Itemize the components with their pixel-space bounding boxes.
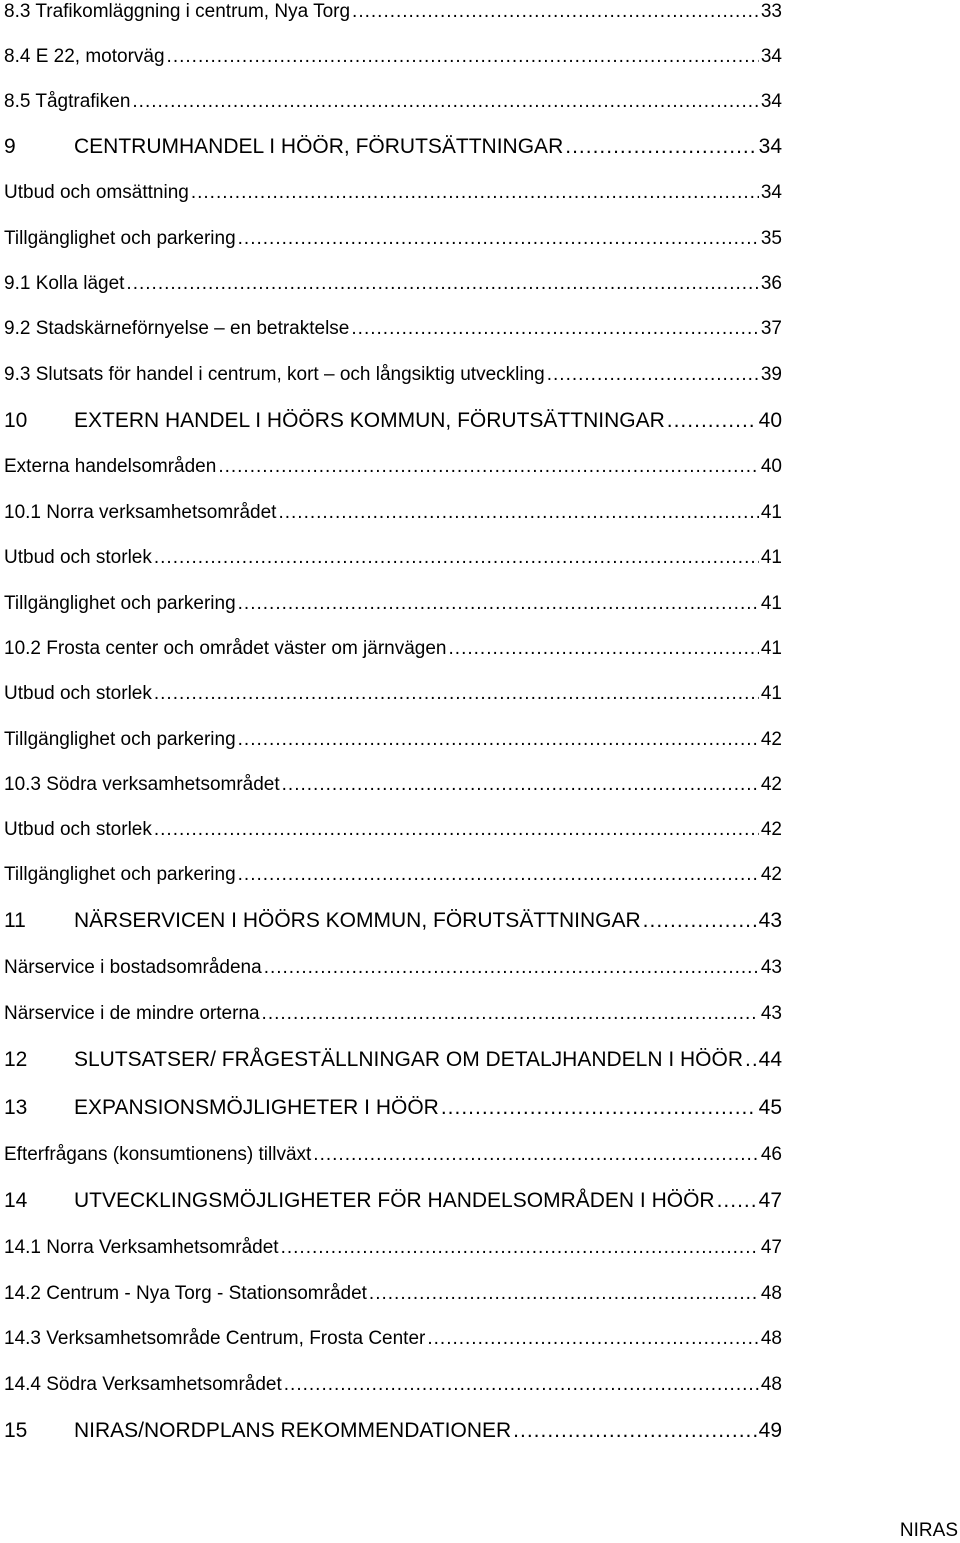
toc-entry[interactable] <box>4 953 782 983</box>
toc-leader-dots <box>745 1045 757 1075</box>
toc-entry[interactable] <box>4 314 782 344</box>
toc-leader-dots <box>238 224 759 254</box>
toc-entry-page-number: 48 <box>760 1328 782 1349</box>
toc-leader-dots <box>643 906 757 936</box>
toc-entry[interactable] <box>4 87 782 117</box>
toc-entry-page-number: 40 <box>758 409 782 432</box>
toc-entry-title: Närservice i bostadsområdena <box>4 957 262 978</box>
toc-entry-title: Tillgänglighet och parkering <box>4 729 236 750</box>
toc-leader-dots <box>238 589 759 619</box>
toc-leader-dots <box>238 860 759 890</box>
toc-entry-page-number: 49 <box>758 1419 782 1442</box>
toc-entry[interactable] <box>4 360 782 390</box>
toc-entry-page-number: 41 <box>760 547 782 568</box>
toc-entry-title: NÄRSERVICEN I HÖÖRS KOMMUN, FÖRUTSÄTTNINGAR <box>74 909 641 932</box>
toc-entry-page-number: 46 <box>760 1144 782 1165</box>
toc-entry-page-number: 36 <box>760 273 782 294</box>
toc-entry-page-number: 42 <box>760 774 782 795</box>
toc-entry-page-number: 37 <box>760 318 782 339</box>
toc-leader-dots <box>547 360 759 390</box>
toc-entry-number: 12 <box>4 1048 28 1071</box>
toc-entry-page-number: 41 <box>760 638 782 659</box>
toc-entry-title: Närservice i de mindre orterna <box>4 1003 260 1024</box>
toc-entry-page-number: 34 <box>758 135 782 158</box>
toc-leader-dots <box>126 269 758 299</box>
toc-entry-title: 9.3 Slutsats för handel i centrum, kort – och långsiktig utveckling <box>4 364 545 385</box>
toc-entry-title: CENTRUMHANDEL I HÖÖR, FÖRUTSÄTTNINGAR <box>74 135 564 158</box>
toc-entry-page-number: 41 <box>760 683 782 704</box>
toc-leader-dots <box>281 1233 759 1263</box>
toc-leader-dots <box>278 498 758 528</box>
toc-entry-page-number: 35 <box>760 228 782 249</box>
toc-entry-title: Efterfrågans (konsumtionens) tillväxt <box>4 1144 312 1165</box>
toc-entry-page-number: 47 <box>758 1189 782 1212</box>
toc-entry[interactable] <box>4 1233 782 1263</box>
toc-entry-title: NIRAS/NORDPLANS REKOMMENDATIONER <box>74 1419 512 1442</box>
toc-entry-page-number: 43 <box>758 909 782 932</box>
toc-entry[interactable] <box>4 634 782 664</box>
toc-entry-page-number: 44 <box>758 1048 782 1071</box>
toc-entry-number: 13 <box>4 1096 28 1119</box>
toc-entry-page-number: 43 <box>760 957 782 978</box>
toc-entry[interactable] <box>4 543 782 573</box>
toc-leader-dots <box>167 42 759 72</box>
toc-leader-dots <box>191 178 759 208</box>
toc-entry-title: 14.3 Verksamhetsområde Centrum, Frosta Center <box>4 1328 426 1349</box>
toc-entry-title: 10.3 Södra verksamhetsområdet <box>4 774 280 795</box>
toc-entry-number: 10 <box>4 409 28 432</box>
toc-leader-dots <box>369 1279 759 1309</box>
toc-entry-title: Utbud och omsättning <box>4 182 189 203</box>
toc-entry-title: EXPANSIONSMÖJLIGHETER I HÖÖR <box>74 1096 439 1119</box>
toc-entry[interactable] <box>4 269 782 299</box>
toc-leader-dots <box>282 770 759 800</box>
toc-entry-page-number: 43 <box>760 1003 782 1024</box>
toc-entry-page-number: 34 <box>760 91 782 112</box>
footer-brand: NIRAS <box>899 1520 958 1541</box>
toc-entry-page-number: 42 <box>760 864 782 885</box>
toc-leader-dots <box>313 1140 759 1170</box>
toc-entry-number: 9 <box>4 135 16 158</box>
toc-entry-title: 8.4 E 22, motorväg <box>4 46 165 67</box>
toc-entry-title: 9.2 Stadskärneförnyelse – en betraktelse <box>4 318 350 339</box>
toc-entry-title: Tillgänglighet och parkering <box>4 864 236 885</box>
toc-entry[interactable] <box>4 1279 782 1309</box>
toc-entry[interactable] <box>4 452 782 482</box>
toc-entry-page-number: 48 <box>760 1374 782 1395</box>
toc-entry[interactable] <box>4 725 782 755</box>
toc-entry[interactable] <box>4 42 782 72</box>
toc-entry-page-number: 40 <box>760 456 782 477</box>
toc-entry[interactable] <box>4 1045 782 1075</box>
toc-entry-title: Utbud och storlek <box>4 547 152 568</box>
toc-entry[interactable] <box>4 860 782 890</box>
toc-entry[interactable] <box>4 1140 782 1170</box>
toc-entry-page-number: 48 <box>760 1283 782 1304</box>
toc-entry[interactable] <box>4 589 782 619</box>
toc-entry[interactable] <box>4 224 782 254</box>
toc-entry-page-number: 41 <box>760 502 782 523</box>
toc-entry-page-number: 47 <box>760 1237 782 1258</box>
toc-entry-title: 14.2 Centrum - Nya Torg - Stationsområdet <box>4 1283 367 1304</box>
toc-entry[interactable] <box>4 406 782 436</box>
toc-entry-title: 14.1 Norra Verksamhetsområdet <box>4 1237 279 1258</box>
toc-entry[interactable] <box>4 1324 782 1354</box>
toc-entry[interactable] <box>4 906 782 936</box>
toc-entry[interactable] <box>4 815 782 845</box>
toc-leader-dots <box>154 679 759 709</box>
toc-leader-dots <box>352 0 759 27</box>
toc-entry-title: 9.1 Kolla läget <box>4 273 125 294</box>
toc-entry[interactable] <box>4 999 782 1029</box>
toc-entry-page-number: 45 <box>758 1096 782 1119</box>
toc-entry-page-number: 39 <box>760 364 782 385</box>
toc-leader-dots <box>284 1370 759 1400</box>
toc-leader-dots <box>441 1093 757 1123</box>
toc-leader-dots <box>262 999 759 1029</box>
toc-entry-page-number: 34 <box>760 46 782 67</box>
toc-entry[interactable] <box>4 1416 782 1446</box>
toc-entry-title: 8.5 Tågtrafiken <box>4 91 131 112</box>
toc-leader-dots <box>717 1186 757 1216</box>
toc-entry-page-number: 33 <box>760 1 782 22</box>
toc-leader-dots <box>264 953 759 983</box>
toc-entry-title: 8.3 Trafikomläggning i centrum, Nya Torg <box>4 1 351 22</box>
toc-leader-dots <box>427 1324 759 1354</box>
toc-entry[interactable] <box>4 1370 782 1400</box>
toc-entry-number: 11 <box>4 909 26 932</box>
toc-entry[interactable] <box>4 498 782 528</box>
toc-entry-number: 15 <box>4 1419 28 1442</box>
toc-entry[interactable] <box>4 679 782 709</box>
toc-leader-dots <box>565 132 756 162</box>
toc-entry-title: SLUTSATSER/ FRÅGESTÄLLNINGAR OM DETALJHANDELN I HÖÖR <box>74 1048 744 1071</box>
toc-entry[interactable] <box>4 178 782 208</box>
toc-leader-dots <box>154 543 759 573</box>
toc-entry[interactable] <box>4 770 782 800</box>
toc-leader-dots <box>667 406 757 436</box>
toc-leader-dots <box>351 314 758 344</box>
toc-entry-page-number: 34 <box>760 182 782 203</box>
toc-leader-dots <box>218 452 759 482</box>
toc-entry-title: Utbud och storlek <box>4 819 152 840</box>
toc-entry-page-number: 41 <box>760 593 782 614</box>
toc-leader-dots <box>513 1416 756 1446</box>
toc-entry-title: Utbud och storlek <box>4 683 152 704</box>
toc-entry[interactable] <box>4 0 782 27</box>
toc-entry[interactable] <box>4 1093 782 1123</box>
toc-entry-number: 14 <box>4 1189 28 1212</box>
toc-entry-title: UTVECKLINGSMÖJLIGHETER FÖR HANDELSOMRÅDEN I HÖÖR <box>74 1189 715 1212</box>
toc-entry-title: Tillgänglighet och parkering <box>4 228 236 249</box>
toc-entry-title: 10.2 Frosta center och området väster om järnvägen <box>4 638 447 659</box>
toc-entry-title: 14.4 Södra Verksamhetsområdet <box>4 1374 282 1395</box>
toc-entry-page-number: 42 <box>760 819 782 840</box>
toc-entry-page-number: 42 <box>760 729 782 750</box>
toc-entry-title: Tillgänglighet och parkering <box>4 593 236 614</box>
toc-leader-dots <box>154 815 759 845</box>
toc-leader-dots <box>132 87 758 117</box>
toc-entry-title: EXTERN HANDEL I HÖÖRS KOMMUN, FÖRUTSÄTTNINGAR <box>74 409 665 432</box>
toc-entry[interactable] <box>4 132 782 162</box>
toc-entry-title: 10.1 Norra verksamhetsområdet <box>4 502 277 523</box>
toc-entry-title: Externa handelsområden <box>4 456 217 477</box>
toc-leader-dots <box>449 634 759 664</box>
toc-leader-dots <box>238 725 759 755</box>
toc-entry[interactable] <box>4 1186 782 1216</box>
